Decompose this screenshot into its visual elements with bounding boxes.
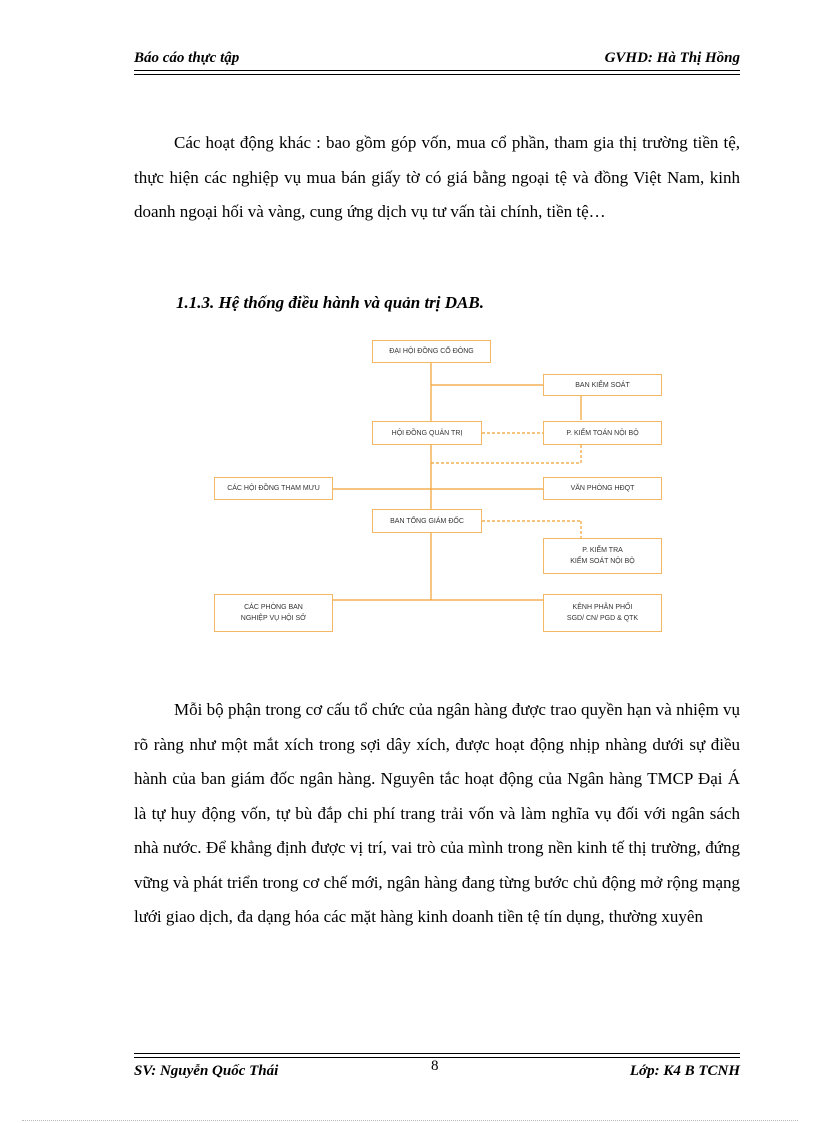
header-rule-thin (134, 74, 740, 75)
box-board-office (543, 477, 662, 500)
box-inspection (543, 538, 662, 574)
box-board (372, 421, 482, 445)
page-bottom-dotted-line (22, 1120, 798, 1121)
box-advisory-label: CÁC HỘI ĐỒNG THAM MƯU (227, 485, 320, 492)
footer-student: SV: Nguyễn Quốc Thái (134, 1063, 279, 1079)
box-ceo-label: BAN TỔNG GIÁM ĐỐC (390, 517, 464, 525)
box-departments-label-1: CÁC PHÒNG BAN (244, 604, 303, 611)
box-internal-audit (543, 421, 662, 445)
box-internal-audit-label: P. KIỂM TOÁN NỘI BỘ (566, 429, 639, 437)
box-supervisory (543, 374, 662, 396)
box-shareholders-label: ĐẠI HỘI ĐỒNG CỔ ĐÔNG (389, 348, 474, 355)
header-rule (134, 70, 740, 71)
header-report-title: Báo cáo thực tập (134, 50, 240, 66)
header-supervisor: GVHD: Hà Thị Hồng (604, 50, 740, 66)
page-header (134, 48, 740, 70)
section-heading: 1.1.3. Hệ thống điều hành và quản trị DAB. (176, 293, 484, 312)
paragraph-other-activities: Các hoạt động khác : bao gồm góp vốn, mua cổ phần, tham gia thị trường tiền tệ, thực hiện các nghiệp vụ mua bán giấy tờ có giá bằng ngoại tệ và đồng Việt Nam, kinh doanh ngoại hối và vàng, cung ứng dịch vụ tư vấn tài chính, tiền tệ… (134, 133, 740, 221)
box-supervisory-label: BAN KIỂM SOÁT (575, 381, 630, 389)
page-number: 8 (431, 1058, 439, 1074)
box-inspection-label-2: KIỂM SOÁT NỘI BỘ (570, 558, 635, 565)
org-chart (212, 338, 664, 636)
box-channels (543, 594, 662, 632)
box-board-label: HỘI ĐỒNG QUẢN TRỊ (391, 429, 463, 437)
footer-class: Lớp: K4 B TCNH (629, 1063, 740, 1079)
box-board-office-label: VĂN PHÒNG HĐQT (570, 485, 635, 492)
box-shareholders (372, 340, 491, 363)
box-departments-label-2: NGHIỆP VỤ HỘI SỞ (240, 615, 307, 622)
box-departments (214, 594, 333, 632)
page-footer (134, 1058, 740, 1082)
box-channels-label-2: SGD/ CN/ PGD & QTK (566, 615, 639, 622)
footer-rule-thin (134, 1053, 740, 1054)
paragraph-organization: Mỗi bộ phận trong cơ cấu tổ chức của ngân hàng được trao quyền hạn và nhiệm vụ rõ ràng như một mắt xích trong sợi dây xích, được hoạt động nhịp nhàng dưới sự điều hành của ban giám đốc ngân hàng. Nguyên tắc hoạt động của Ngân hàng TMCP Đại Á là tự huy động vốn, tự bù đắp chi phí trang trải vốn và làm nghĩa vụ đối với ngân sách nhà nước. Để khẳng định được vị trí, vai trò của mình trong nền kinh tế thị trường, đứng vững và phát triển trong cơ chế mới, ngân hàng đang từng bước chủ động mở rộng mạng lưới giao dịch, đa dạng hóa các mặt hàng kinh doanh tiền tệ tín dụng, thường xuyên (134, 700, 740, 926)
box-advisory (214, 477, 333, 500)
box-ceo (372, 509, 482, 533)
box-inspection-label-1: P. KIỂM TRA (582, 547, 623, 554)
box-channels-label-1: KÊNH PHÂN PHỐI (572, 604, 633, 611)
